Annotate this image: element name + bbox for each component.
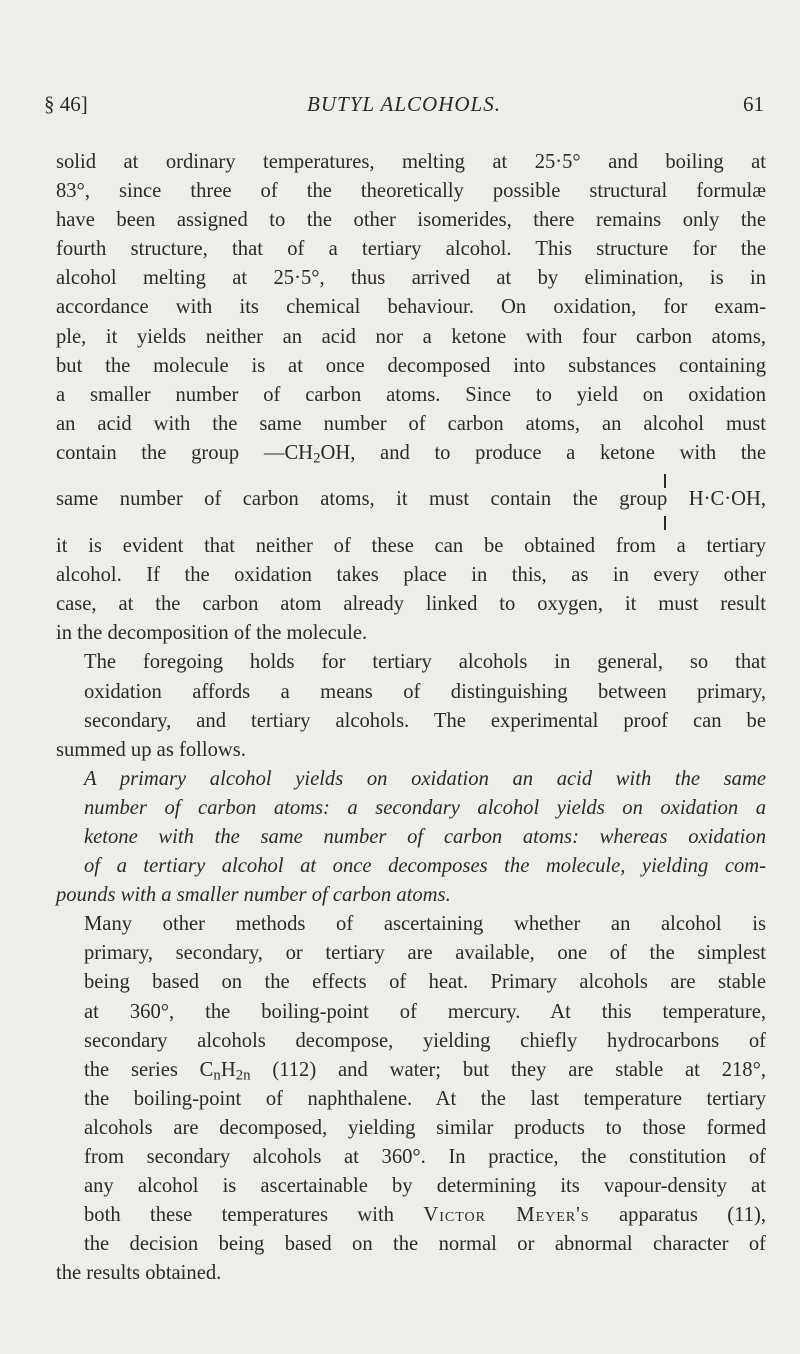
body-text (56, 148, 766, 1288)
text-line: alcohols are decomposed, yielding similar products to those formed (84, 1116, 766, 1139)
text-line: the decision being based on the normal or abnormal character of (84, 1233, 766, 1256)
text-line: Many other methods of ascertaining whether an alcohol is (84, 913, 766, 936)
text-line: ple, it yields neither an acid nor a ketone with four carbon atoms, (56, 325, 766, 348)
text-line (56, 439, 766, 468)
formula-line (56, 468, 766, 532)
running-head (44, 92, 764, 128)
text-fragment: OH, and to produce a ketone with the (320, 441, 766, 464)
text-line: secondary, and tertiary alcohols. The experimental proof can be (84, 709, 766, 732)
text-line: fourth structure, that of a tertiary alcohol. This structure for the (56, 238, 766, 261)
text-line (56, 1056, 766, 1085)
text-line: oxidation affords a means of distinguishing between primary, (84, 680, 766, 703)
text-fragment: apparatus (11), (589, 1204, 766, 1227)
subscript: 2n (235, 1067, 251, 1084)
text-line: being based on the effects of heat. Primary alcohols are stable (84, 971, 766, 994)
text-line: secondary alcohols decompose, yielding chiefly hydrocarbons of (84, 1029, 766, 1052)
text-line: pounds with a smaller number of carbon atoms. (56, 884, 451, 907)
text-line: case, at the carbon atom already linked to oxygen, it must result (56, 593, 766, 616)
running-title: BUTYL ALCOHOLS. (307, 92, 501, 116)
text-line: A primary alcohol yields on oxidation an acid with the same (84, 767, 766, 790)
text-line: from secondary alcohols at 360°. In practice, the constitution of (84, 1146, 766, 1168)
text-line: number of carbon atoms: a secondary alcohol yields on oxidation a (84, 796, 766, 819)
text-line: solid at ordinary temperatures, melting at 25·5° and boiling at (56, 151, 766, 173)
text-line (56, 1201, 766, 1230)
text-line: but the molecule is at once decomposed into substances containing (56, 354, 766, 377)
subscript: n (213, 1067, 221, 1084)
bond-line-bottom (664, 516, 666, 530)
text-fragment: H (220, 1058, 236, 1081)
text-fragment: both these temperatures with (84, 1204, 424, 1227)
text-line: ketone with the same number of carbon atoms: whereas oxidation (84, 825, 766, 848)
rule-statement (56, 765, 766, 910)
text-line: of a tertiary alcohol at once decomposes the molecule, yielding com- (84, 855, 766, 878)
text-line: alcohol melting at 25·5°, thus arrived at by elimination, is in (56, 267, 766, 290)
text-line: alcohol. If the oxidation takes place in this, as in every other (56, 564, 766, 587)
page-number: 61 (743, 92, 764, 116)
text-line: same number of carbon atoms, it must contain the group H·C·OH, (56, 488, 766, 511)
paragraph-3 (56, 910, 766, 1288)
text-line: at 360°, the boiling-point of mercury. At this temperature, (84, 1000, 766, 1023)
text-line: the results obtained. (56, 1262, 222, 1285)
text-line: The foregoing holds for tertiary alcohols in general, so that (84, 651, 766, 674)
text-fragment: (112) and water; but they are stable at 218°, (250, 1058, 766, 1081)
person-name: Victor Meyer's (423, 1204, 590, 1227)
text-line: summed up as follows. (56, 738, 246, 761)
text-fragment: the series C (84, 1058, 214, 1081)
text-line: a smaller number of carbon atoms. Since to yield on oxidation (56, 383, 766, 406)
text-line: it is evident that neither of these can be obtained from a tertiary (56, 535, 766, 558)
paragraph-2 (56, 648, 766, 764)
text-line: 83°, since three of the theoretically possible structural formulæ (56, 180, 766, 203)
paragraph-1 (56, 148, 766, 648)
text-line: the boiling-point of naphthalene. At the last temperature tertiary (84, 1087, 766, 1110)
section-number: § 46] (44, 92, 88, 116)
text-line: primary, secondary, or tertiary are available, one of the simplest (84, 942, 766, 965)
text-line: accordance with its chemical behaviour. On oxidation, for exam- (56, 296, 766, 319)
text-fragment: contain the group —CH (56, 441, 314, 464)
text-line: an acid with the same number of carbon atoms, an alcohol must (56, 412, 766, 435)
subscript: 2 (313, 450, 321, 467)
text-line: any alcohol is ascertainable by determining its vapour-density at (84, 1175, 766, 1198)
text-line: have been assigned to the other isomerides, there remains only the (56, 209, 766, 232)
text-line: in the decomposition of the molecule. (56, 622, 368, 645)
